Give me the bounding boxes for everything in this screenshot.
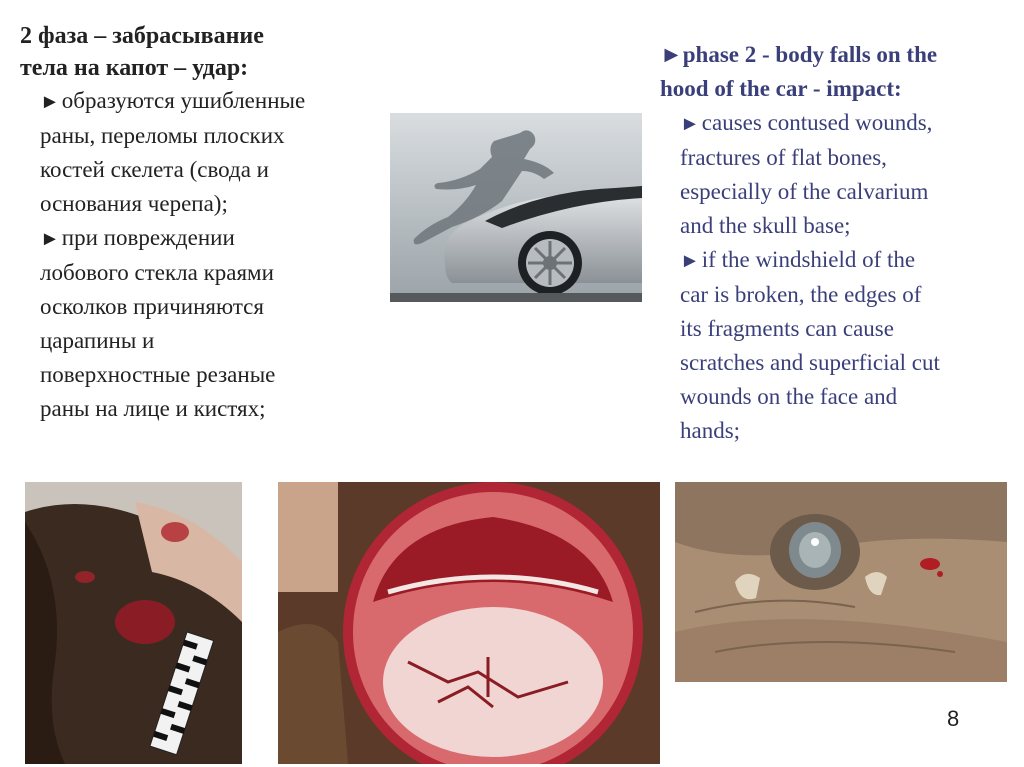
english-bullet-2	[680, 243, 1015, 448]
russian-bullet-2	[40, 221, 380, 426]
arrow-bullet-icon: ►	[680, 113, 700, 135]
english-bullet-1-line-1: causes contused wounds,	[701, 110, 933, 135]
russian-bullet-2-line-1: при повреждении	[61, 225, 235, 250]
russian-bullet-2-line-2: лобового стекла краями	[40, 260, 274, 285]
english-bullet-1	[680, 106, 1015, 243]
english-text-block	[660, 38, 1015, 448]
russian-bullet-1-line-4: основания черепа);	[40, 191, 228, 216]
english-title-line-2: hood of the car - impact:	[660, 76, 902, 101]
english-bullet-2-line-2: car is broken, the edges of	[680, 282, 922, 307]
english-bullet-2-line-5: wounds on the face and	[680, 384, 898, 409]
russian-bullet-2-line-6: раны на лице и кистях;	[40, 396, 266, 421]
russian-bullet-2-line-3: осколков причиняются	[40, 294, 264, 319]
skull-fracture-photo	[278, 482, 660, 764]
russian-bullet-1-line-3: костей скелета (свода и	[40, 157, 269, 182]
page-number: 8	[947, 706, 960, 731]
english-title-line-1: ►phase 2 - body falls on the	[660, 42, 938, 67]
head-wound-photo	[25, 482, 242, 764]
russian-bullet-1-line-1: образуются ушибленные	[61, 88, 306, 113]
russian-bullet-1-line-2: раны, переломы плоских	[40, 123, 285, 148]
russian-title-line-1: 2 фаза – забрасывание	[20, 23, 264, 49]
eye-cuts-photo	[675, 482, 1007, 682]
english-bullet-2-line-4: scratches and superficial cut	[680, 350, 940, 375]
english-bullet-1-line-4: and the skull base;	[680, 213, 851, 238]
english-bullet-2-line-1: if the windshield of the	[701, 247, 916, 272]
english-bullet-2-line-3: its fragments can cause	[680, 316, 894, 341]
russian-title-line-2: тела на капот – удар:	[20, 55, 249, 81]
arrow-bullet-icon: ►	[40, 228, 60, 250]
russian-bullet-2-line-4: царапины и	[40, 328, 155, 353]
car-impact-illustration	[390, 113, 642, 302]
russian-text-block	[20, 20, 380, 426]
english-bullet-2-line-6: hands;	[680, 418, 741, 443]
russian-bullet-1	[40, 84, 380, 221]
arrow-bullet-icon: ►	[40, 91, 60, 113]
russian-bullet-2-line-5: поверхностные резаные	[40, 362, 276, 387]
arrow-bullet-icon: ►	[680, 250, 700, 272]
english-bullet-1-line-3: especially of the calvarium	[680, 179, 929, 204]
english-bullet-1-line-2: fractures of flat bones,	[680, 145, 887, 170]
